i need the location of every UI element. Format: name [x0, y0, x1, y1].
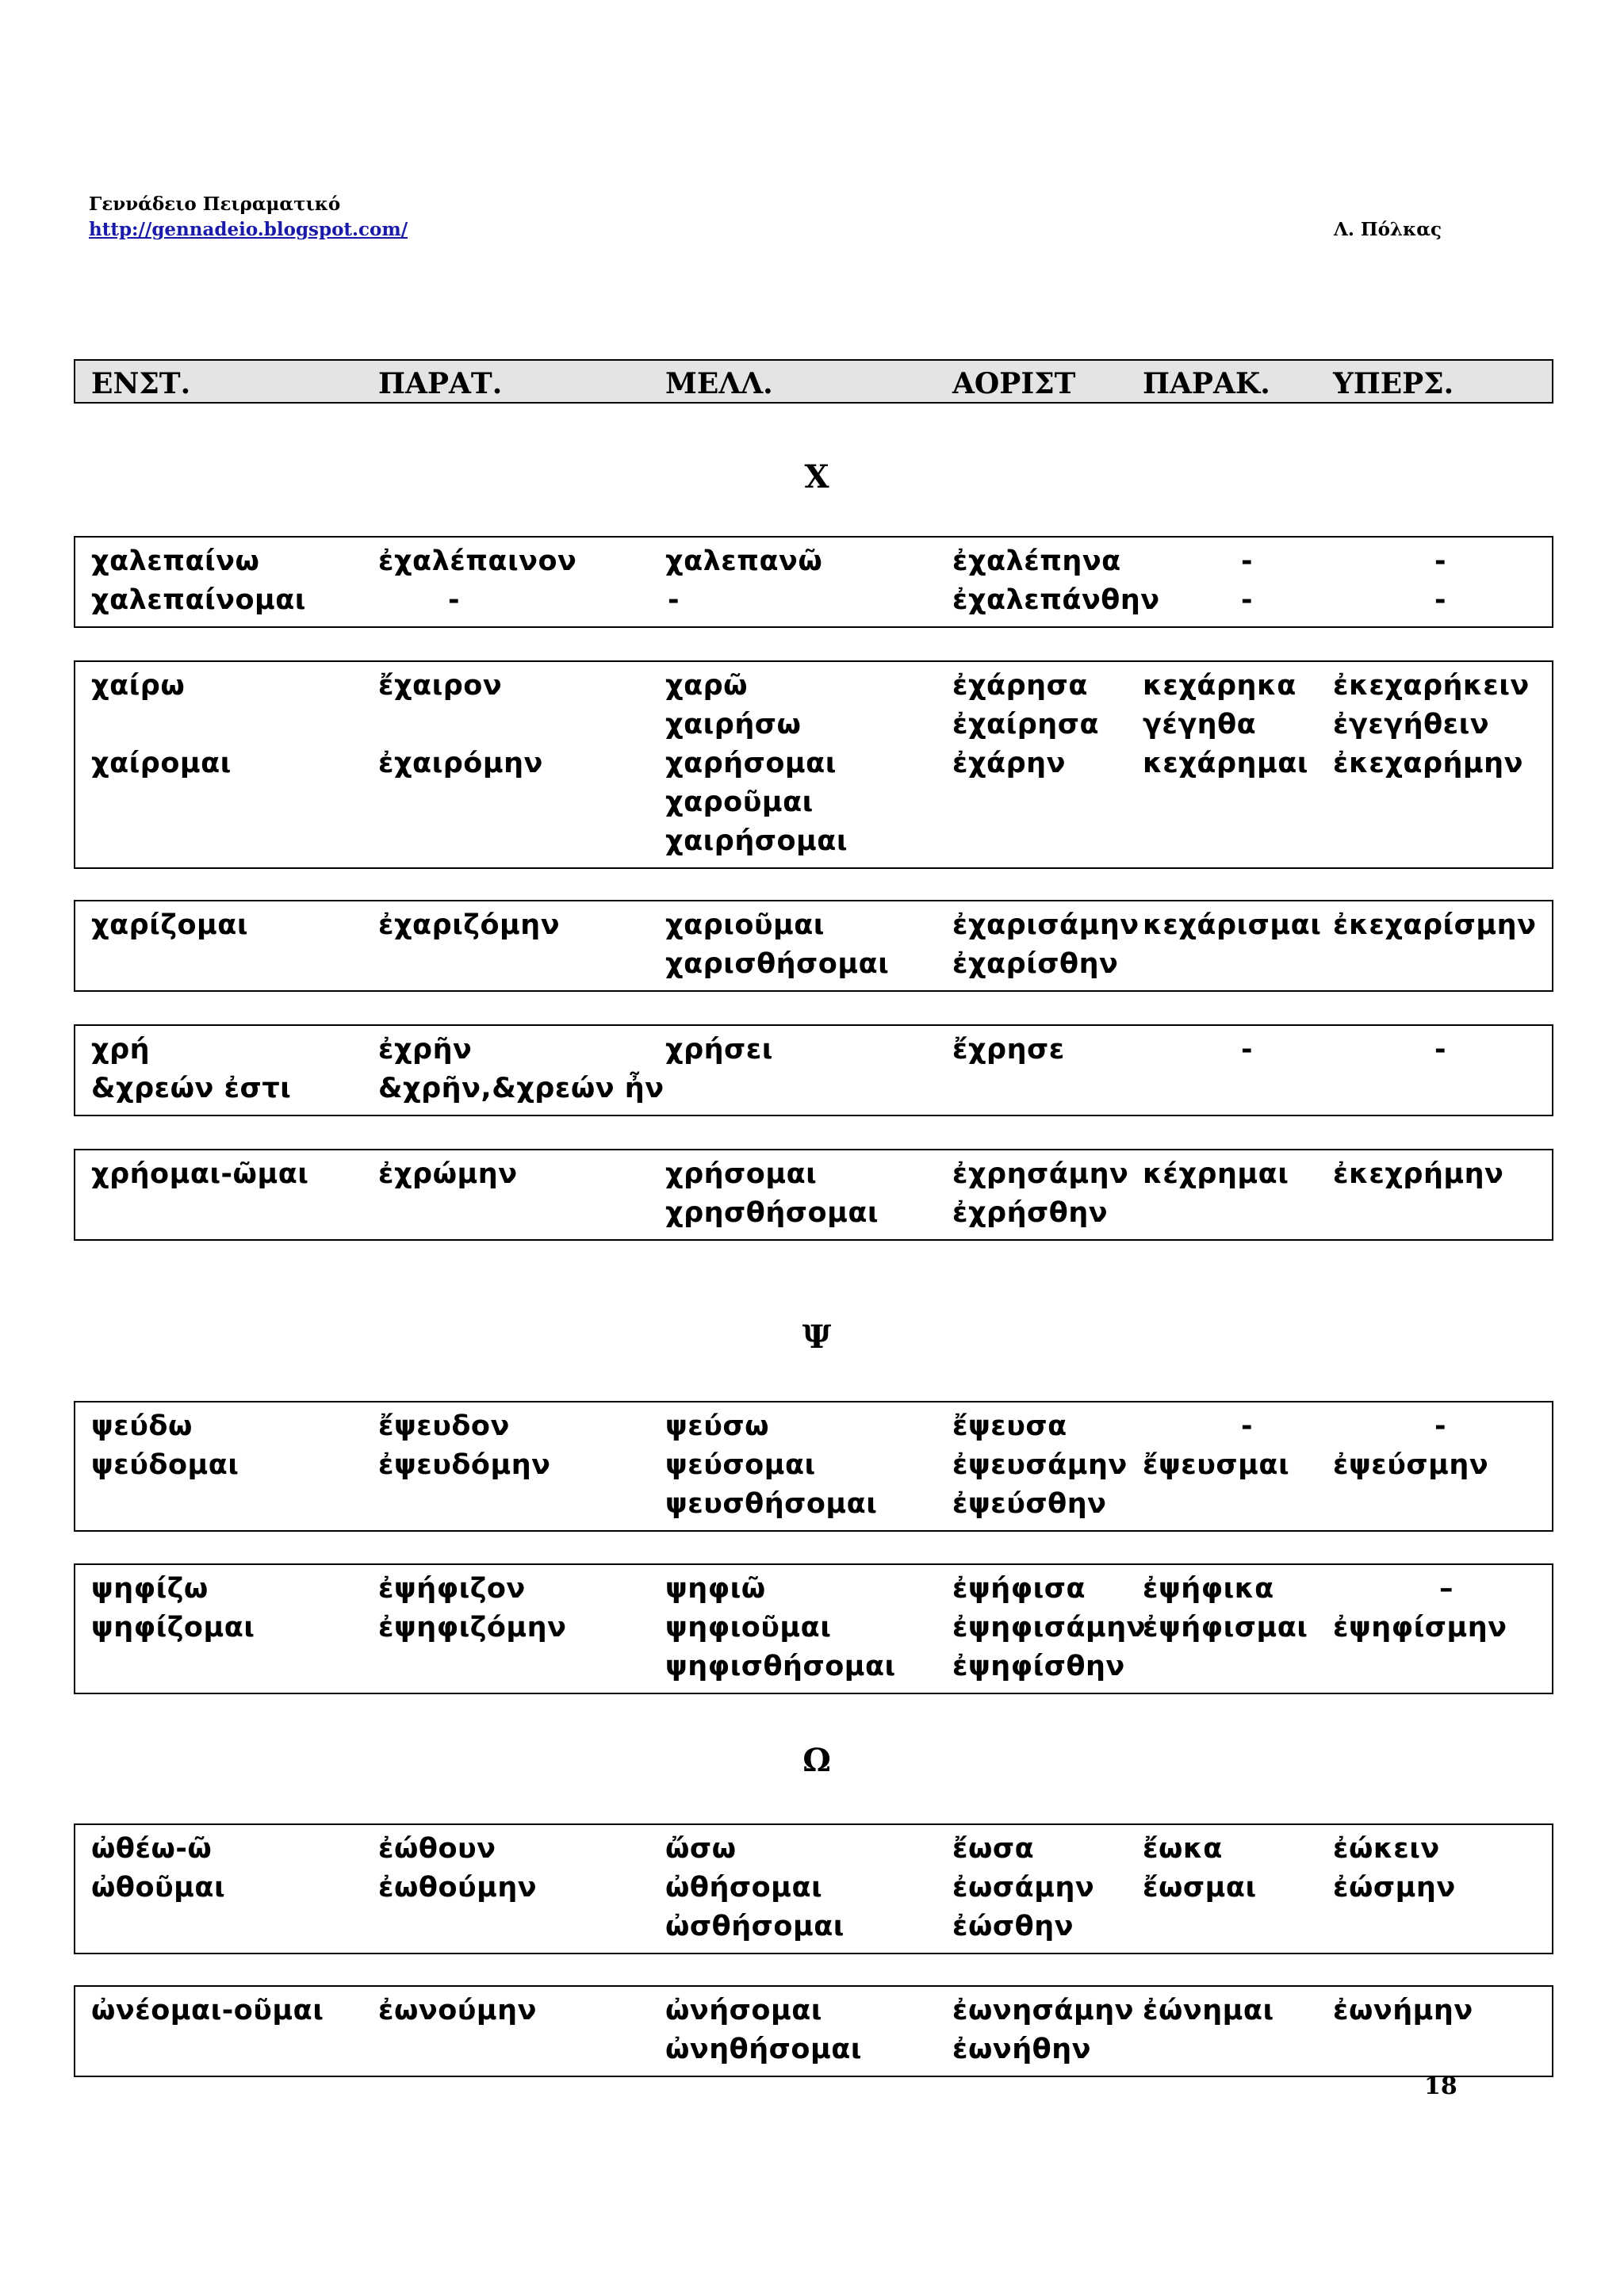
verb-form-cell: - [1241, 1034, 1254, 1066]
verb-form-cell: χαρήσομαι [665, 748, 837, 779]
verb-form-cell: ψηφιῶ [665, 1573, 766, 1605]
verb-form-cell: ὠνηθήσομαι [665, 2034, 862, 2065]
verb-form-cell: ὠνέομαι-οῦμαι [91, 1995, 324, 2026]
verb-form-cell: ἐώκειν [1333, 1833, 1440, 1865]
verb-form-cell: ἔψευσα [952, 1410, 1067, 1442]
verb-form-cell: ὤσω [665, 1833, 737, 1865]
column-header-future: ΜΕΛΛ. [665, 367, 773, 400]
verb-form-cell: &χρεών ἐστι [91, 1073, 292, 1104]
verb-form-cell: ἐψήφικα [1143, 1573, 1274, 1605]
verb-form-cell: - [668, 584, 680, 616]
verb-form-cell: ἐωσάμην [952, 1872, 1095, 1904]
column-header-pluperfect: ΥΠΕΡΣ. [1333, 367, 1454, 400]
header-author: Λ. Πόλκας [1334, 219, 1442, 240]
verb-form-cell: χαριοῦμαι [665, 909, 825, 941]
header-title: Γεννάδειο Πειραματικό [89, 193, 341, 215]
verb-form-cell: χαρίζομαι [91, 909, 248, 941]
verb-form-cell: - [448, 584, 461, 616]
verb-form-cell: ἐώθουν [378, 1833, 496, 1865]
verb-form-cell: χαιρήσομαι [665, 825, 848, 857]
verb-form-cell: - [1241, 1410, 1254, 1442]
verb-form-cell: γέγηθα [1143, 709, 1257, 740]
verb-form-cell: ἐκεχαρίσμην [1333, 909, 1537, 941]
verb-form-cell: ὠθέω-ῶ [91, 1833, 213, 1865]
verb-form-cell: χαλεπανῶ [665, 545, 823, 577]
verb-form-cell: χρησθήσομαι [665, 1197, 879, 1229]
verb-table [74, 1401, 1553, 1532]
verb-form-cell: ψεύσομαι [665, 1449, 816, 1481]
page-number: 18 [1424, 2072, 1457, 2100]
verb-form-cell: χαλεπαίνομαι [91, 584, 306, 616]
section-letter: Ω [802, 1742, 831, 1779]
verb-form-cell: χαιρήσω [665, 709, 802, 740]
verb-form-cell: ἐώσμην [1333, 1872, 1456, 1904]
verb-form-cell: ἐχρῆν [378, 1034, 473, 1066]
verb-form-cell: ἐκεχαρήμην [1333, 748, 1523, 779]
verb-form-cell: ἐψευσάμην [952, 1449, 1128, 1481]
verb-table [74, 660, 1553, 869]
verb-form-cell: ἐχρησάμην [952, 1158, 1129, 1190]
verb-form-cell: ἐκεχρήμην [1333, 1158, 1504, 1190]
verb-form-cell: ὠνήσομαι [665, 1995, 822, 2026]
verb-form-cell: κέχρημαι [1143, 1158, 1289, 1190]
verb-form-cell: κεχάρισμαι [1143, 909, 1322, 941]
verb-form-cell: χρήομαι-ῶμαι [91, 1158, 309, 1190]
verb-form-cell: ἐψεύσμην [1333, 1449, 1489, 1481]
verb-form-cell: ἐχαλεπάνθην [952, 584, 1160, 616]
verb-form-cell: χαλεπαίνω [91, 545, 260, 577]
section-letter: Χ [804, 458, 829, 496]
verb-form-cell: ἐγεγήθειν [1333, 709, 1490, 740]
verb-form-cell: ἔωσα [952, 1833, 1035, 1865]
verb-form-cell: χαρῶ [665, 670, 749, 702]
verb-form-cell: ἐψήφισα [952, 1573, 1086, 1605]
verb-form-cell: ἔωσμαι [1143, 1872, 1257, 1904]
verb-form-cell: ψευσθήσομαι [665, 1488, 878, 1520]
verb-form-cell: ἐψηφίσμην [1333, 1612, 1507, 1644]
verb-form-cell: ἐψηφισάμην [952, 1612, 1147, 1644]
verb-form-cell: ψεύδω [91, 1410, 193, 1442]
verb-form-cell: ἐχαρισάμην [952, 909, 1139, 941]
verb-form-cell: χρή [91, 1034, 151, 1066]
verb-form-cell: - [1434, 584, 1447, 616]
verb-form-cell: - [1434, 1410, 1447, 1442]
verb-form-cell: ἐχάρησα [952, 670, 1088, 702]
column-header-present: ΕΝΣΤ. [91, 367, 191, 400]
verb-form-cell: χαρισθήσομαι [665, 948, 890, 980]
verb-table [74, 1563, 1553, 1694]
column-header-imperfect: ΠΑΡΑΤ. [378, 367, 503, 400]
verb-form-cell: ἐψήφιζον [378, 1573, 526, 1605]
verb-form-cell: ἐψηφιζόμην [378, 1612, 567, 1644]
verb-form-cell: ἐωνήμην [1333, 1995, 1473, 2026]
verb-form-cell: - [1434, 1034, 1447, 1066]
verb-form-cell: ψεύσω [665, 1410, 770, 1442]
verb-form-cell: ἐχαριζόμην [378, 909, 561, 941]
verb-form-cell: ἐχαλέπηνα [952, 545, 1121, 577]
column-header-bar [74, 359, 1553, 404]
verb-form-cell: ἐχαρίσθην [952, 948, 1119, 980]
verb-form-cell: ἐωνούμην [378, 1995, 537, 2026]
verb-form-cell: ψηφίζω [91, 1573, 209, 1605]
section-letter: Ψ [802, 1318, 832, 1356]
header-link[interactable]: http://gennadeio.blogspot.com/ [89, 219, 408, 240]
verb-form-cell: ἐχαιρόμην [378, 748, 543, 779]
verb-form-cell: κεχάρηκα [1143, 670, 1297, 702]
verb-table [74, 1823, 1553, 1954]
verb-form-cell: χαροῦμαι [665, 786, 814, 818]
verb-form-cell: ἐωθούμην [378, 1872, 538, 1904]
verb-form-cell: χαίρομαι [91, 748, 232, 779]
verb-table [74, 536, 1553, 628]
verb-table [74, 900, 1553, 992]
verb-form-cell: ἐχαίρησα [952, 709, 1100, 740]
verb-form-cell: ἐχρήσθην [952, 1197, 1109, 1229]
verb-form-cell: ἐψεύσθην [952, 1488, 1107, 1520]
verb-form-cell: ἐχρώμην [378, 1158, 518, 1190]
verb-table [74, 1024, 1553, 1116]
verb-table [74, 1985, 1553, 2077]
column-header-aorist: ΑΟΡΙΣΤ [952, 367, 1076, 400]
verb-form-cell: ψηφισθήσομαι [665, 1651, 896, 1682]
verb-form-cell: ἔψευσμαι [1143, 1449, 1290, 1481]
verb-form-cell: - [1241, 584, 1254, 616]
verb-form-cell: χαίρω [91, 670, 186, 702]
verb-form-cell: ὠθοῦμαι [91, 1872, 226, 1904]
verb-form-cell: – [1439, 1573, 1454, 1605]
verb-form-cell: ἐψήφισμαι [1143, 1612, 1308, 1644]
verb-form-cell: χρήσομαι [665, 1158, 818, 1190]
verb-form-cell: ὠσθήσομαι [665, 1911, 845, 1942]
verb-form-cell: ἔωκα [1143, 1833, 1223, 1865]
verb-form-cell: ἐκεχαρήκειν [1333, 670, 1530, 702]
verb-form-cell: ὠθήσομαι [665, 1872, 823, 1904]
verb-form-cell: ἔψευδον [378, 1410, 510, 1442]
verb-form-cell: ἐψηφίσθην [952, 1651, 1125, 1682]
verb-form-cell: ἐωνησάμην [952, 1995, 1134, 2026]
verb-form-cell: ἐώνημαι [1143, 1995, 1274, 2026]
verb-form-cell: κεχάρημαι [1143, 748, 1308, 779]
verb-table [74, 1149, 1553, 1241]
verb-form-cell: ἔχαιρον [378, 670, 503, 702]
verb-form-cell: ψηφίζομαι [91, 1612, 255, 1644]
verb-form-cell: ψεύδομαι [91, 1449, 239, 1481]
verb-form-cell: ἐωνήθην [952, 2034, 1091, 2065]
column-header-perfect: ΠΑΡΑΚ. [1143, 367, 1270, 400]
verb-form-cell: - [1241, 545, 1254, 577]
verb-form-cell: - [1434, 545, 1447, 577]
verb-form-cell: ἐώσθην [952, 1911, 1074, 1942]
verb-form-cell: ψηφιοῦμαι [665, 1612, 832, 1644]
verb-form-cell: χρήσει [665, 1034, 773, 1066]
verb-form-cell: ἔχρησε [952, 1034, 1065, 1066]
verb-form-cell: ἐχαλέπαινον [378, 545, 577, 577]
verb-form-cell: ἐψευδόμην [378, 1449, 551, 1481]
verb-form-cell: ἐχάρην [952, 748, 1066, 779]
verb-form-cell: &χρῆν,&χρεών ἦν [378, 1073, 665, 1104]
